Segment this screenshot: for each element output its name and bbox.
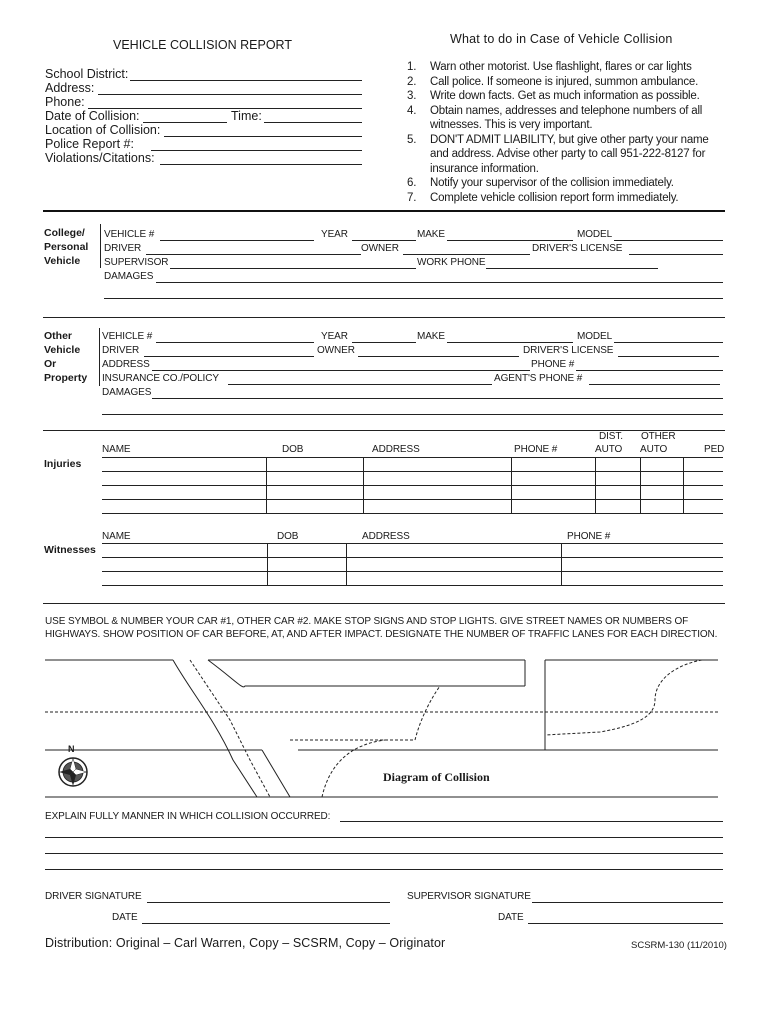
explain-field-line[interactable] <box>45 837 723 838</box>
diagram-instructions: HIGHWAYS. SHOW POSITION OF CAR BEFORE, AT, AND AFTER IMPACT. DESIGNATE THE NUMBER OF TRAFFIC LANES FOR EACH DIRECTION. <box>45 629 718 640</box>
other-section-label: Other <box>44 330 73 342</box>
step-number: 6. <box>407 177 417 189</box>
explain-label: EXPLAIN FULLY MANNER IN WHICH COLLISION OCCURRED: <box>45 811 331 822</box>
injuries-ped-header: PED <box>704 444 725 455</box>
curved-road <box>545 660 702 735</box>
injuries-auto-header: AUTO <box>595 444 623 455</box>
other-damages-label: DAMAGES <box>102 387 152 398</box>
form-title: VEHICLE COLLISION REPORT <box>113 38 292 52</box>
road-centerline <box>190 660 270 797</box>
school-district-label: School District: <box>45 67 129 81</box>
supervisor-signature-field[interactable] <box>532 902 723 903</box>
address-label: Address: <box>45 81 95 95</box>
phone-label: Phone: <box>45 95 85 109</box>
supervisor-signature-label: SUPERVISOR SIGNATURE <box>407 891 531 902</box>
step-text: Warn other motorist. Use flashlight, flares or car lights <box>430 61 692 73</box>
violations-label: Violations/Citations: <box>45 151 155 165</box>
other-section-label: Vehicle <box>44 344 81 356</box>
supervisor-date-field[interactable] <box>528 923 723 924</box>
drivers-license-label: DRIVER'S LICENSE <box>532 243 623 254</box>
road-edge <box>208 660 249 687</box>
supervisor-label: SUPERVISOR <box>104 257 169 268</box>
injuries-dob-header: DOB <box>282 444 304 455</box>
witnesses-dob-header: DOB <box>277 531 299 542</box>
curved-road <box>415 686 440 740</box>
other-year-label: YEAR <box>321 331 348 342</box>
step-text: Write down facts. Get as much information as possible. <box>430 90 700 102</box>
compass-north-label: N <box>68 744 75 754</box>
year-label: YEAR <box>321 229 348 240</box>
college-section-label: Vehicle <box>44 255 81 267</box>
witnesses-name-header: NAME <box>102 531 131 542</box>
form-number: SCSRM-130 (11/2010) <box>631 940 727 951</box>
injuries-address-header: ADDRESS <box>372 444 420 455</box>
owner-label: OWNER <box>361 243 399 254</box>
other-driver-label: DRIVER <box>102 345 140 356</box>
location-label: Location of Collision: <box>45 123 161 137</box>
supervisor-date-label: DATE <box>498 912 524 923</box>
make-label: MAKE <box>417 229 445 240</box>
date-of-collision-label: Date of Collision: <box>45 109 140 123</box>
vehicle-number-label: VEHICLE # <box>104 229 155 240</box>
step-text: and address. Advise other party to call 951-222-8127 for <box>430 148 706 160</box>
driver-label: DRIVER <box>104 243 142 254</box>
explain-field-line[interactable] <box>45 869 723 870</box>
witnesses-address-header: ADDRESS <box>362 531 410 542</box>
step-number: 1. <box>407 61 417 73</box>
work-phone-label: WORK PHONE <box>417 257 486 268</box>
step-text: Obtain names, addresses and telephone numbers of all <box>430 104 703 117</box>
step-text: Complete vehicle collision report form immediately. <box>430 191 679 204</box>
witnesses-phone-header: PHONE # <box>567 531 611 542</box>
college-section-label: Personal <box>44 241 89 253</box>
other-vehicle-number-label: VEHICLE # <box>102 331 153 342</box>
step-number: 3. <box>407 90 417 102</box>
model-label: MODEL <box>577 229 613 240</box>
step-number: 2. <box>407 75 417 88</box>
distribution-note: Distribution: Original – Carl Warren, Copy – SCSRM, Copy – Originator <box>45 936 446 950</box>
curved-road <box>322 740 385 797</box>
explain-field-line[interactable] <box>45 853 723 854</box>
step-number: 4. <box>407 104 417 117</box>
step-text: Notify your supervisor of the collision immediately. <box>430 177 674 189</box>
driver-date-field[interactable] <box>142 923 390 924</box>
other-drivers-license-label: DRIVER'S LICENSE <box>523 345 614 356</box>
step-number: 5. <box>407 133 417 146</box>
driver-signature-label: DRIVER SIGNATURE <box>45 891 142 902</box>
other-model-label: MODEL <box>577 331 613 342</box>
other-address-label: ADDRESS <box>102 359 150 370</box>
agent-phone-label: AGENT'S PHONE # <box>494 373 583 384</box>
diagram-instructions: USE SYMBOL & NUMBER YOUR CAR #1, OTHER CAR #2. MAKE STOP SIGNS AND STOP LIGHTS. GIVE STREET NAMES OR NUMBERS OF <box>45 616 689 627</box>
injuries-phone-header: PHONE # <box>514 444 558 455</box>
injuries-other-header: OTHER <box>641 431 676 442</box>
injuries-other-auto-header: AUTO <box>640 444 668 455</box>
other-make-label: MAKE <box>417 331 445 342</box>
step-text: witnesses. This is very important. <box>430 119 593 131</box>
other-section-label: Or <box>44 358 57 370</box>
driver-date-label: DATE <box>112 912 138 923</box>
college-section-label: College/ <box>44 227 85 239</box>
time-label: Time: <box>231 109 262 123</box>
diagram-caption: Diagram of Collision <box>383 770 490 784</box>
other-phone-label: PHONE # <box>531 359 575 370</box>
driver-signature-field[interactable] <box>147 902 390 903</box>
police-report-label: Police Report #: <box>45 137 134 151</box>
other-owner-label: OWNER <box>317 345 355 356</box>
step-text: Call police. If someone is injured, summon ambulance. <box>430 75 699 88</box>
instructions-title: What to do in Case of Vehicle Collision <box>450 32 673 46</box>
injuries-name-header: NAME <box>102 444 131 455</box>
injuries-section-label: Injuries <box>44 458 82 470</box>
step-number: 7. <box>407 191 417 204</box>
injuries-dist-header: DIST. <box>599 431 623 442</box>
step-text: insurance information. <box>430 162 539 175</box>
road-edge <box>173 660 257 797</box>
explain-field[interactable] <box>340 821 723 822</box>
other-section-label: Property <box>44 372 88 384</box>
compass-icon <box>59 758 87 786</box>
witnesses-section-label: Witnesses <box>44 544 96 556</box>
damages-label: DAMAGES <box>104 271 154 282</box>
insurance-label: INSURANCE CO./POLICY <box>102 373 219 384</box>
step-text: DON'T ADMIT LIABILITY, but give other party your name <box>430 133 709 146</box>
